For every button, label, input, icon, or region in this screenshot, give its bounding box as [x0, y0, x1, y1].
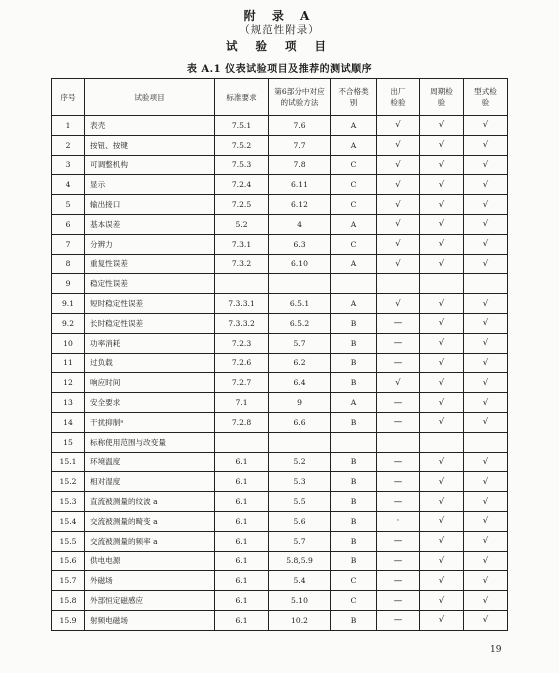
cell-item: 功率消耗	[85, 333, 215, 353]
cell-method: 6.11	[269, 175, 331, 195]
cell-factory: —	[377, 591, 420, 611]
cell-item: 基本误差	[85, 214, 215, 234]
cell-method: 5.8,5.9	[269, 551, 331, 571]
cell-periodic: √	[420, 313, 464, 333]
cell-periodic: √	[420, 492, 464, 512]
cell-type: √	[464, 294, 508, 314]
cell-type: √	[464, 571, 508, 591]
cell-method: 5.10	[269, 591, 331, 611]
cell-periodic: √	[420, 551, 464, 571]
cell-periodic: √	[420, 452, 464, 472]
cell-periodic: √	[420, 135, 464, 155]
cell-no: 15.5	[52, 531, 85, 551]
col-header-requirement: 标准要求	[215, 79, 269, 116]
cell-requirement: 6.1	[215, 452, 269, 472]
cell-type: √	[464, 155, 508, 175]
cell-type: √	[464, 333, 508, 353]
cell-method: 6.10	[269, 254, 331, 274]
cell-category: C	[331, 234, 377, 254]
cell-item: 重复性误差	[85, 254, 215, 274]
cell-method: 7.8	[269, 155, 331, 175]
cell-factory: —	[377, 353, 420, 373]
cell-factory: √	[377, 135, 420, 155]
cell-item: 显示	[85, 175, 215, 195]
cell-item: 射频电磁场	[85, 610, 215, 630]
table-row	[52, 214, 508, 234]
col-header-category: 不合格类别	[331, 79, 377, 116]
cell-requirement: 7.2.5	[215, 195, 269, 215]
cell-requirement: 7.3.2	[215, 254, 269, 274]
cell-factory: √	[377, 195, 420, 215]
cell-category: C	[331, 591, 377, 611]
cell-requirement: 7.5.2	[215, 135, 269, 155]
cell-no: 15.6	[52, 551, 85, 571]
cell-type: √	[464, 591, 508, 611]
cell-category: B	[331, 412, 377, 432]
cell-type: √	[464, 610, 508, 630]
table-row	[52, 155, 508, 175]
cell-category: B	[331, 551, 377, 571]
cell-type	[464, 432, 508, 452]
cell-type: √	[464, 511, 508, 531]
cell-method: 4	[269, 214, 331, 234]
table-row	[52, 551, 508, 571]
cell-method	[269, 432, 331, 452]
cell-requirement: 6.1	[215, 492, 269, 512]
cell-periodic: √	[420, 254, 464, 274]
table-row	[52, 610, 508, 630]
cell-method: 6.5.1	[269, 294, 331, 314]
cell-item: 干扰抑制ᵃ	[85, 412, 215, 432]
cell-periodic: √	[420, 571, 464, 591]
cell-no: 15	[52, 432, 85, 452]
col-header-periodic: 周期检验	[420, 79, 464, 116]
cell-category: C	[331, 175, 377, 195]
cell-requirement: 6.1	[215, 472, 269, 492]
cell-item: 直流被测量的纹波 a	[85, 492, 215, 512]
table-row	[52, 472, 508, 492]
appendix-title: 试 验 项 目	[225, 39, 333, 53]
cell-periodic: √	[420, 373, 464, 393]
cell-no: 15.2	[52, 472, 85, 492]
cell-category: B	[331, 472, 377, 492]
cell-periodic: √	[420, 116, 464, 136]
cell-item: 响应时间	[85, 373, 215, 393]
page-number: 19	[490, 645, 502, 655]
cell-item: 长时稳定性误差	[85, 313, 215, 333]
table-row	[52, 492, 508, 512]
cell-item: 标称使用范围与改变量	[85, 432, 215, 452]
cell-method: 6.5.2	[269, 313, 331, 333]
cell-category: B	[331, 531, 377, 551]
cell-periodic: √	[420, 234, 464, 254]
cell-category: B	[331, 353, 377, 373]
cell-type: √	[464, 175, 508, 195]
cell-no: 6	[52, 214, 85, 234]
cell-periodic	[420, 432, 464, 452]
cell-category: C	[331, 195, 377, 215]
cell-factory: —	[377, 610, 420, 630]
cell-periodic	[420, 274, 464, 294]
cell-method: 6.3	[269, 234, 331, 254]
cell-factory: —	[377, 551, 420, 571]
cell-method: 5.7	[269, 531, 331, 551]
cell-no: 15.8	[52, 591, 85, 611]
table-caption: 表 A.1 仪表试验项目及推荐的测试顺序	[186, 64, 373, 75]
table-row	[52, 393, 508, 413]
cell-no: 8	[52, 254, 85, 274]
cell-type: √	[464, 492, 508, 512]
cell-factory: √	[377, 254, 420, 274]
cell-no: 9	[52, 274, 85, 294]
cell-type: √	[464, 472, 508, 492]
cell-periodic: √	[420, 353, 464, 373]
cell-periodic: √	[420, 511, 464, 531]
cell-type: √	[464, 234, 508, 254]
cell-factory	[377, 274, 420, 294]
cell-category	[331, 432, 377, 452]
cell-method: 6.12	[269, 195, 331, 215]
cell-factory: —	[377, 531, 420, 551]
cell-item: 外磁场	[85, 571, 215, 591]
cell-category: A	[331, 116, 377, 136]
cell-no: 15.1	[52, 452, 85, 472]
cell-category: B	[331, 373, 377, 393]
cell-requirement: 7.3.1	[215, 234, 269, 254]
cell-no: 1	[52, 116, 85, 136]
cell-type: √	[464, 254, 508, 274]
cell-method: 6.2	[269, 353, 331, 373]
cell-item: 过负载	[85, 353, 215, 373]
cell-factory: √	[377, 155, 420, 175]
cell-method: 5.2	[269, 452, 331, 472]
normative-label: （规范性附录）	[239, 24, 320, 36]
cell-type: √	[464, 135, 508, 155]
cell-periodic: √	[420, 214, 464, 234]
cell-periodic: √	[420, 393, 464, 413]
col-header-item: 试验项目	[85, 79, 215, 116]
cell-periodic: √	[420, 155, 464, 175]
cell-category: B	[331, 492, 377, 512]
cell-factory: —	[377, 333, 420, 353]
cell-no: 9.1	[52, 294, 85, 314]
cell-method: 6.4	[269, 373, 331, 393]
cell-category: A	[331, 135, 377, 155]
cell-item: 交流被测量的频率 a	[85, 531, 215, 551]
cell-type: √	[464, 116, 508, 136]
test-items-table	[51, 78, 508, 631]
table-row	[52, 531, 508, 551]
cell-requirement: 7.2.8	[215, 412, 269, 432]
cell-type: √	[464, 313, 508, 333]
cell-item: 相对湿度	[85, 472, 215, 492]
cell-type: √	[464, 214, 508, 234]
table-row	[52, 432, 508, 452]
cell-item: 外部恒定磁感应	[85, 591, 215, 611]
table-header-row	[52, 79, 508, 116]
cell-method: 10.2	[269, 610, 331, 630]
cell-factory: √	[377, 116, 420, 136]
cell-method: 5.7	[269, 333, 331, 353]
cell-method	[269, 274, 331, 294]
table-row	[52, 274, 508, 294]
cell-category: C	[331, 571, 377, 591]
cell-type: √	[464, 551, 508, 571]
cell-type: √	[464, 531, 508, 551]
cell-requirement: 6.1	[215, 591, 269, 611]
col-header-factory: 出厂检验	[377, 79, 420, 116]
cell-factory: —	[377, 412, 420, 432]
table-row	[52, 452, 508, 472]
cell-no: 3	[52, 155, 85, 175]
cell-category: C	[331, 155, 377, 175]
cell-method: 5.6	[269, 511, 331, 531]
cell-no: 15.3	[52, 492, 85, 512]
cell-factory	[377, 432, 420, 452]
table-body	[52, 116, 508, 631]
cell-requirement: 7.5.1	[215, 116, 269, 136]
cell-item: 供电电源	[85, 551, 215, 571]
table-row	[52, 571, 508, 591]
cell-item: 按钮、按键	[85, 135, 215, 155]
cell-type: √	[464, 195, 508, 215]
table-row	[52, 294, 508, 314]
cell-periodic: √	[420, 294, 464, 314]
cell-method: 7.7	[269, 135, 331, 155]
cell-requirement: 6.1	[215, 531, 269, 551]
cell-no: 2	[52, 135, 85, 155]
cell-factory: √	[377, 175, 420, 195]
table-row	[52, 234, 508, 254]
cell-no: 7	[52, 234, 85, 254]
cell-type: √	[464, 412, 508, 432]
cell-item: 输出接口	[85, 195, 215, 215]
cell-category: B	[331, 511, 377, 531]
cell-requirement: 6.1	[215, 610, 269, 630]
cell-requirement: 7.2.3	[215, 333, 269, 353]
cell-no: 9.2	[52, 313, 85, 333]
cell-type	[464, 274, 508, 294]
cell-factory: —	[377, 492, 420, 512]
cell-factory: —	[377, 313, 420, 333]
cell-no: 15.4	[52, 511, 85, 531]
table-row	[52, 254, 508, 274]
cell-factory: —	[377, 472, 420, 492]
cell-periodic: √	[420, 412, 464, 432]
cell-periodic: √	[420, 195, 464, 215]
cell-requirement: 5.2	[215, 214, 269, 234]
cell-requirement: 7.2.4	[215, 175, 269, 195]
appendix-heading: 附 录 A	[243, 9, 316, 23]
cell-item: 环境温度	[85, 452, 215, 472]
cell-requirement: 7.3.3.2	[215, 313, 269, 333]
cell-item: 稳定性误差	[85, 274, 215, 294]
cell-category: B	[331, 452, 377, 472]
cell-method: 7.6	[269, 116, 331, 136]
cell-requirement	[215, 274, 269, 294]
cell-method: 5.3	[269, 472, 331, 492]
cell-type: √	[464, 393, 508, 413]
table-row	[52, 591, 508, 611]
cell-requirement	[215, 432, 269, 452]
cell-requirement: 7.5.3	[215, 155, 269, 175]
table-row	[52, 412, 508, 432]
col-header-type: 型式检验	[464, 79, 508, 116]
cell-periodic: √	[420, 610, 464, 630]
cell-category: A	[331, 294, 377, 314]
cell-factory: —	[377, 452, 420, 472]
cell-requirement: 7.1	[215, 393, 269, 413]
cell-factory: —	[377, 393, 420, 413]
cell-periodic: √	[420, 175, 464, 195]
cell-periodic: √	[420, 333, 464, 353]
cell-no: 12	[52, 373, 85, 393]
cell-factory: √	[377, 373, 420, 393]
cell-no: 5	[52, 195, 85, 215]
cell-periodic: √	[420, 531, 464, 551]
cell-periodic: √	[420, 472, 464, 492]
table-row	[52, 116, 508, 136]
cell-requirement: 6.1	[215, 571, 269, 591]
cell-item: 可调整机构	[85, 155, 215, 175]
cell-category: B	[331, 313, 377, 333]
cell-no: 15.9	[52, 610, 85, 630]
table-row	[52, 195, 508, 215]
cell-method: 6.6	[269, 412, 331, 432]
cell-category: A	[331, 254, 377, 274]
cell-factory: √	[377, 294, 420, 314]
table-row	[52, 135, 508, 155]
cell-requirement: 7.3.3.1	[215, 294, 269, 314]
cell-item: 交流被测量的畸变 a	[85, 511, 215, 531]
cell-item: 分辨力	[85, 234, 215, 254]
cell-requirement: 6.1	[215, 551, 269, 571]
cell-requirement: 6.1	[215, 511, 269, 531]
cell-category: B	[331, 610, 377, 630]
cell-no: 13	[52, 393, 85, 413]
table-row	[52, 313, 508, 333]
cell-item: 短时稳定性误差	[85, 294, 215, 314]
cell-no: 4	[52, 175, 85, 195]
cell-no: 14	[52, 412, 85, 432]
table-row	[52, 175, 508, 195]
cell-item: 表壳	[85, 116, 215, 136]
cell-category: A	[331, 214, 377, 234]
cell-factory: √	[377, 234, 420, 254]
cell-method: 5.4	[269, 571, 331, 591]
cell-no: 11	[52, 353, 85, 373]
cell-requirement: 7.2.7	[215, 373, 269, 393]
table-row	[52, 373, 508, 393]
cell-method: 9	[269, 393, 331, 413]
cell-requirement: 7.2.6	[215, 353, 269, 373]
cell-method: 5.5	[269, 492, 331, 512]
cell-item: 安全要求	[85, 393, 215, 413]
cell-category	[331, 274, 377, 294]
col-header-method: 第6部分中对应的试验方法	[269, 79, 331, 116]
cell-no: 10	[52, 333, 85, 353]
cell-factory: —	[377, 571, 420, 591]
cell-type: √	[464, 373, 508, 393]
cell-factory: ·	[377, 511, 420, 531]
cell-periodic: √	[420, 591, 464, 611]
cell-no: 15.7	[52, 571, 85, 591]
table-row	[52, 511, 508, 531]
cell-category: B	[331, 333, 377, 353]
cell-category: A	[331, 393, 377, 413]
table-row	[52, 353, 508, 373]
table-row	[52, 333, 508, 353]
col-header-no: 序号	[52, 79, 85, 116]
cell-type: √	[464, 353, 508, 373]
cell-factory: √	[377, 214, 420, 234]
cell-type: √	[464, 452, 508, 472]
